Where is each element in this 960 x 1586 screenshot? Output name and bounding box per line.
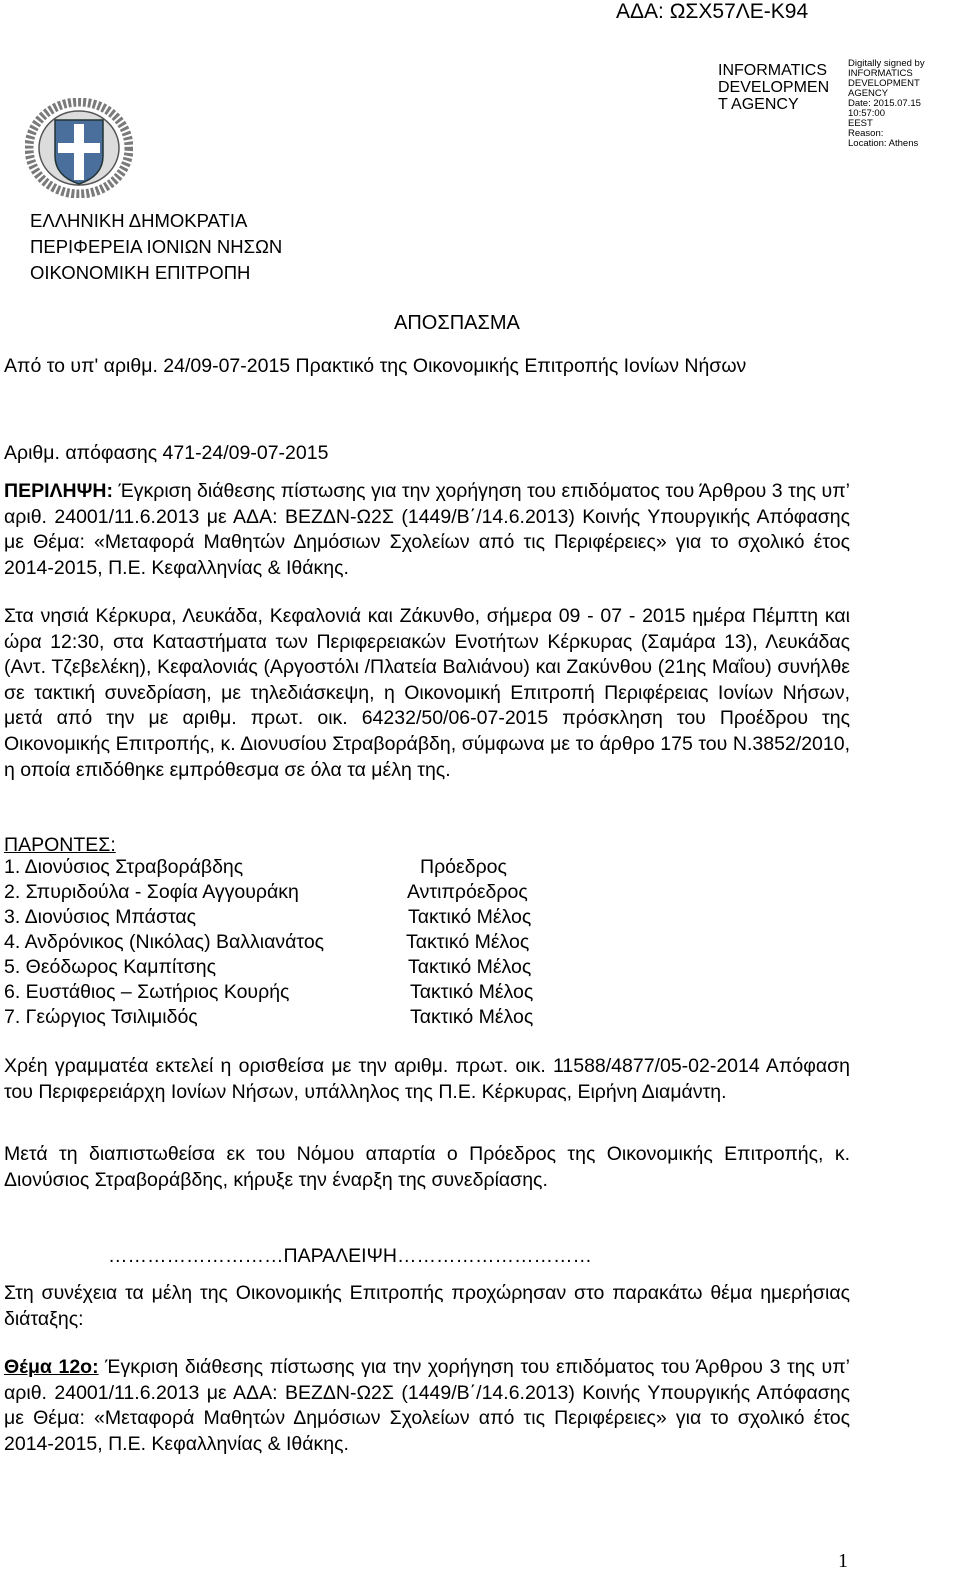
document-title: ΑΠΟΣΠΑΣΜΑ xyxy=(394,312,520,334)
omission-marker: ………………………ΠΑΡΑΛΕΙΨΗ………………………… xyxy=(108,1245,592,1267)
member-role: Τακτικό Μέλος xyxy=(410,1006,534,1028)
member-role: Πρόεδρος xyxy=(420,856,507,878)
signature-details xyxy=(848,59,960,149)
ada-code: ΑΔΑ: ΩΣΧ57ΛΕ-Κ94 xyxy=(616,0,809,23)
topic-label: Θέμα 12ο: xyxy=(4,1356,99,1378)
issuer-header xyxy=(30,208,282,286)
present-label: ΠΑΡΟΝΤΕΣ: xyxy=(4,834,116,856)
member-name: 5. Θεόδωρος Καμπίτσης xyxy=(4,956,216,978)
member-role: Τακτικό Μέλος xyxy=(406,931,530,953)
summary-label: ΠΕΡΙΛΗΨΗ: xyxy=(4,480,113,502)
header-line: ΕΛΛΗΝΙΚΗ ΔΗΜΟΚΡΑΤΙΑ xyxy=(30,210,248,231)
member-name: 3. Διονύσιος Μπάστας xyxy=(4,906,197,928)
secretary-paragraph: Χρέη γραμματέα εκτελεί η ορισθείσα με την αριθμ. πρωτ. οικ. 11588/4877/05-02-2014 Απόφαση του Περιφερειάρχη Ιονίων Νήσων, υπάλληλος της Π.Ε. Κέρκυρας, Ειρήνη Διαμάντη. xyxy=(4,1055,850,1103)
signature-line: Digitally signed by xyxy=(848,58,925,69)
intro-paragraph: Στα νησιά Κέρκυρα, Λευκάδα, Κεφαλονιά και Ζάκυνθο, σήμερα 09 - 07 - 2015 ημέρα Πέμπτη και ώρα 12:30, στα Καταστήματα των Περιφερειακών Ενοτήτων Κέρκυρας (Σαμάρα 13), Λευκάδας (Αντ. Τζεβελέκη), Κεφαλονιάς (Αργοστόλι /Πλατεία Βαλιάνου) και Ζακύνθου (21ης Μαΐου) συνήλθε σε τακτική συνεδρίαση, με τηλεδιάσκεψη, η Οικονομική Επιτροπή Περιφέρειας Ιονίων Νήσων, μετά από την με αριθμ. πρωτ. οικ. 64232/50/06-07-2015 πρόσκληση του Προέδρου της Οικονομικής Επιτροπής, κ. Διονυσίου Στραβοράβδη, σύμφωνα με το άρθρο 175 του Ν.3852/2010, η οποία επιδόθηκε εμπρόθεσμα σε όλα τα μέλη της. xyxy=(4,605,850,781)
member-name: 2. Σπυριδούλα - Σοφία Αγγουράκη xyxy=(4,881,299,903)
topic-text: Έγκριση διάθεσης πίστωσης για την χορήγηση του επιδόματος του Άρθρου 3 της υπ’ αριθ. 24001/11.6.2013 με ΑΔΑ: ΒΕΖΔΝ-Ω2Σ (1449/Β΄/14.6.2013) Κοινής Υπουργικής Απόφασης με Θέμα: «Μεταφορά Μαθητών Δημόσιων Σχολείων από τις Περιφέρειες» για το σχολικό έτος 2014-2015, Π.Ε. Κεφαλληνίας & Ιθάκης. xyxy=(4,1356,850,1455)
member-role: Τακτικό Μέλος xyxy=(410,981,534,1003)
continuation-paragraph: Στη συνέχεια τα μέλη της Οικονομικής Επιτροπής προχώρησαν στο παρακάτω θέμα ημερήσιας διάταξης: xyxy=(4,1282,850,1330)
signature-line: Reason: xyxy=(848,128,884,139)
member-name: 4. Ανδρόνικος (Νικόλας) Βαλλιανάτος xyxy=(4,931,325,953)
signature-line: Location: Athens xyxy=(848,138,919,149)
minutes-reference: Από το υπ' αριθμ. 24/09-07-2015 Πρακτικό της Οικονομικής Επιτροπής Ιονίων Νήσων xyxy=(4,355,747,377)
member-role: Αντιπρόεδρος xyxy=(407,881,528,903)
signature-line: DEVELOPMENT AGENCY xyxy=(848,78,920,99)
page-number: 1 xyxy=(838,1550,848,1572)
member-name: 1. Διονύσιος Στραβοράβδης xyxy=(4,856,244,878)
signature-line: INFORMATICS xyxy=(848,68,913,79)
topic-paragraph xyxy=(4,1355,850,1457)
summary-text: Έγκριση διάθεσης πίστωσης για την χορήγηση του επιδόματος του Άρθρου 3 της υπ’ αριθ. 24001/11.6.2013 με ΑΔΑ: ΒΕΖΔΝ-Ω2Σ (1449/Β΄/14.6.2013) Κοινής Υπουργικής Απόφασης με Θέμα: «Μεταφορά Μαθητών Δημόσιων Σχολείων από τις Περιφέρειες» για το σχολικό έτος 2014-2015, Π.Ε. Κεφαλληνίας & Ιθάκης. xyxy=(4,480,850,579)
summary xyxy=(4,479,850,581)
decision-number: Αριθμ. απόφασης 471-24/09-07-2015 xyxy=(4,442,329,464)
signature-line: EEST xyxy=(848,118,873,129)
signature-org: INFORMATICS DEVELOPMEN T AGENCY xyxy=(718,62,830,113)
signature-line: Date: 2015.07.15 10:57:00 xyxy=(848,98,921,119)
header-line: ΟΙΚΟΝΟΜΙΚΗ ΕΠΙΤΡΟΠΗ xyxy=(30,262,251,283)
member-name: 6. Ευστάθιος – Σωτήριος Κουρής xyxy=(4,981,290,1003)
quorum-paragraph: Μετά τη διαπιστωθείσα εκ του Νόμου απαρτία ο Πρόεδρος της Οικονομικής Επιτροπής, κ. Διονύσιος Στραβοράβδης, κήρυξε την έναρξη της συνεδρίασης. xyxy=(4,1143,850,1191)
member-role: Τακτικό Μέλος xyxy=(408,956,532,978)
greek-emblem-icon xyxy=(25,98,133,198)
member-role: Τακτικό Μέλος xyxy=(408,906,532,928)
header-line: ΠΕΡΙΦΕΡΕΙΑ ΙΟΝΙΩΝ ΝΗΣΩΝ xyxy=(30,236,283,257)
member-name: 7. Γεώργιος Τσιλιμιδός xyxy=(4,1006,198,1028)
